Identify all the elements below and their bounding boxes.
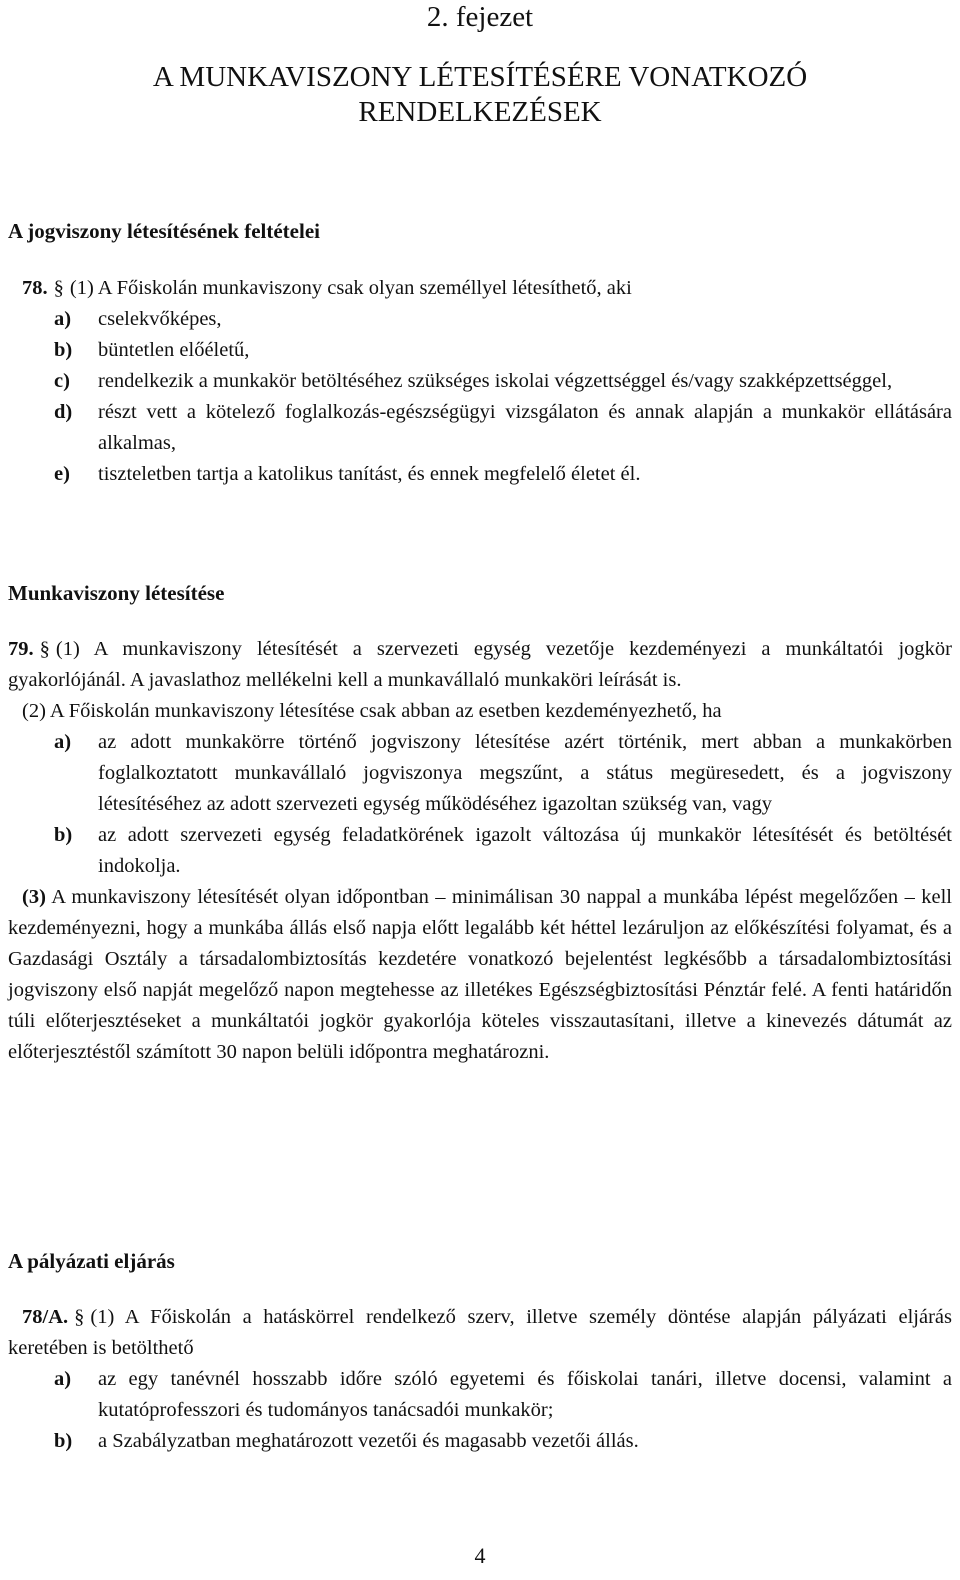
list-item-text: az egy tanévnél hosszabb időre szóló egyetemi és főiskolai tanári, illetve docensi, valamint a kutatóprofesszori és tudományos tanácsadói munkakör; (98, 1368, 952, 1421)
list-item-label: c) (54, 370, 70, 392)
list-item (8, 335, 952, 366)
list-item-label: a) (54, 731, 72, 753)
paragraph-79-2 (8, 696, 952, 727)
list-item-text: rendelkezik a munkakör betöltéséhez szükséges iskolai végzettséggel és/vagy szakképzettséggel, (98, 370, 893, 392)
list-item-label: b) (54, 1430, 73, 1452)
list-item-label: a) (54, 308, 72, 330)
section-sign: § (39, 638, 50, 660)
chapter-title (60, 60, 900, 130)
subsection-number: (3) (22, 886, 46, 908)
list-item-text: büntetlen előéletű, (98, 339, 250, 361)
paragraph-79-3 (8, 882, 952, 1068)
list-item-label: a) (54, 1368, 72, 1390)
paragraph-78a-1 (8, 1302, 952, 1364)
paragraph-number: 78. (22, 277, 48, 299)
section-sign: § (74, 1306, 85, 1328)
paragraph-text: (1) A Főiskolán munkaviszony csak olyan személlyel létesíthető, aki (69, 277, 632, 299)
list-item (8, 1426, 952, 1457)
list-item (8, 397, 952, 459)
paragraph-79-1 (8, 634, 952, 696)
paragraph-78-intro (8, 273, 952, 304)
page-number: 4 (474, 1543, 486, 1568)
list-item (8, 1364, 952, 1426)
paragraph-79 (8, 634, 952, 1068)
section-heading-establishment: Munkaviszony létesítése (8, 581, 225, 605)
list-item (8, 727, 952, 820)
subsection-number: (1) (90, 1306, 115, 1328)
list-item-label: d) (54, 401, 73, 423)
list-item-label: e) (54, 463, 70, 485)
chapter-title-line-2: RENDELKEZÉSEK (358, 96, 602, 128)
list-item (8, 820, 952, 882)
paragraph-number: 79. (8, 638, 34, 660)
paragraph-text: A munkaviszony létesítését olyan időpontban – minimálisan 30 nappal a munkába lépést megelőzően – kell kezdeményezni, hogy a munkába állás első napja előtt legalább két héttel lezáruljon az előkészítési folyamat, és a Gazdasági Osztály a társadalombiztosítás kezdetére vonatkozó bejelentést legkésőbb a társadalombiztosítási jogviszony első napját megelőző napon megtehesse az illetékes Egészségbiztosítási Pénztár felé. A fenti határidőn túli előterjesztéseket a munkáltatói jogkör gyakorlója köteles visszautasítani, illetve a kinevezés dátumát az előterjesztéstől számított 30 napon belüli időpontra meghatározni. (8, 886, 952, 1063)
section-heading-tender: A pályázati eljárás (8, 1249, 175, 1273)
list-item-text: részt vett a kötelező foglalkozás-egészségügyi vizsgálaton és annak alapján a munkakör ellátására alkalmas, (98, 401, 952, 454)
list-item-text: az adott szervezeti egység feladatkörének igazolt változása új munkakör létesítését és betöltését indokolja. (98, 824, 952, 877)
list-item-text: tiszteletben tartja a katolikus tanítást, és ennek megfelelő életet él. (98, 463, 641, 485)
paragraph-78a (8, 1302, 952, 1457)
list-item-text: az adott munkakörre történő jogviszony létesítése azért történik, mert abban a munkakörben foglalkoztatott munkavállaló jogviszonya megszűnt, a státus megüresedett, és a jogviszony létesítéséhez az adott szervezeti egység működéséhez igazoltan szükség van, vagy (98, 731, 952, 815)
list-item-text: cselekvőképes, (98, 308, 222, 330)
paragraph-text: (1) A munkaviszony létesítését a szervezeti egység vezetője kezdeményezi a munkáltatói jogkör gyakorlójánál. A javaslathoz mellékelni kell a munkavállaló munkaköri leírását is. (8, 638, 952, 691)
paragraph-78 (8, 273, 952, 490)
section-heading-conditions: A jogviszony létesítésének feltételei (8, 219, 320, 243)
list-item (8, 366, 952, 397)
chapter-title-line-1: A MUNKAVISZONY LÉTESÍTÉSÉRE VONATKOZÓ (152, 61, 808, 93)
subsection-number: (2) (22, 700, 46, 722)
list-item-label: b) (54, 339, 73, 361)
paragraph-text: A Főiskolán a hatáskörrel rendelkező szerv, illetve személy döntése alapján pályázati eljárás keretében is betölthető (8, 1306, 952, 1359)
section-sign: § (53, 277, 64, 299)
list-item-text: a Szabályzatban meghatározott vezetői és magasabb vezetői állás. (98, 1430, 639, 1452)
list-item-label: b) (54, 824, 73, 846)
paragraph-number: 78/A. (22, 1306, 69, 1328)
chapter-label: 2. fejezet (426, 1, 534, 33)
list-item (8, 459, 952, 490)
list-item (8, 304, 952, 335)
paragraph-text: A Főiskolán munkaviszony létesítése csak abban az esetben kezdeményezhető, ha (49, 700, 722, 722)
